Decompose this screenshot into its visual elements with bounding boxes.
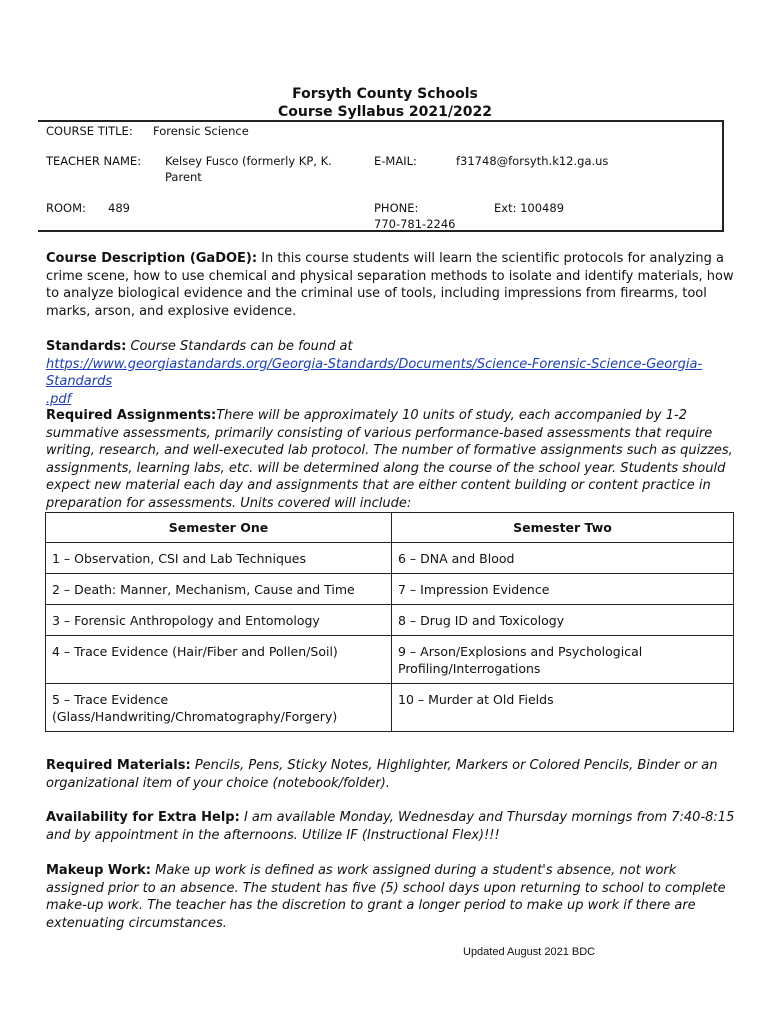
room-value: 489 bbox=[108, 201, 130, 215]
table-cell: 7 – Impression Evidence bbox=[392, 574, 734, 605]
phone-extension: Ext: 100489 bbox=[494, 201, 565, 215]
phone-value: 770-781-2246 bbox=[374, 217, 456, 231]
course-description-text: In this course students will learn the scientific protocols for analyzing a crime scene, how to use chemical and physical separation methods to isolate and identify materials, how to analyze biological evidence and the criminal use of tools, including impressions from firearms, tool marks, arson, and explosive evidence. bbox=[46, 251, 734, 319]
updated-footer: Updated August 2021 BDC bbox=[463, 946, 596, 958]
standards-section bbox=[46, 338, 736, 408]
school-name-heading: Forsyth County Schools bbox=[292, 86, 478, 102]
required-materials-text: Pencils, Pens, Sticky Notes, Highlighter, Markers or Colored Pencils, Binder or an organizational item of your choice (notebook/folder). bbox=[46, 758, 718, 791]
standards-link-line1[interactable]: https://www.georgiastandards.org/Georgia-Standards/Documents/Science-Forensic-Science-Georgia-Standards bbox=[46, 356, 703, 389]
table-cell: 9 – Arson/Explosions and Psychological Profiling/Interrogations bbox=[392, 636, 734, 684]
standards-text: Course Standards can be found at bbox=[130, 339, 353, 354]
room-label: ROOM: bbox=[46, 201, 86, 215]
course-description bbox=[46, 250, 736, 320]
table-row bbox=[46, 636, 734, 684]
teacher-name-value-line1: Kelsey Fusco (formerly KP, K. bbox=[165, 154, 332, 168]
table-cell: 1 – Observation, CSI and Lab Techniques bbox=[46, 543, 392, 574]
phone-label: PHONE: bbox=[374, 201, 419, 215]
course-description-label: Course Description (GaDOE): bbox=[46, 251, 258, 266]
table-row bbox=[46, 684, 734, 732]
units-table bbox=[45, 512, 734, 732]
makeup-work-label: Makeup Work: bbox=[46, 863, 151, 878]
extra-help bbox=[46, 809, 736, 844]
table-row bbox=[46, 543, 734, 574]
required-materials-label: Required Materials: bbox=[46, 758, 191, 773]
table-row bbox=[46, 605, 734, 636]
standards-link-line2[interactable]: .pdf bbox=[46, 391, 72, 407]
makeup-work-text: Make up work is defined as work assigned during a student's absence, not work assigned prior to an absence. The student has five (5) school days upon returning to school to complete make-up work. The teacher has the discretion to grant a longer period to make up work if there are extenuating circumstances. bbox=[46, 863, 726, 931]
units-table-header-row bbox=[46, 513, 734, 543]
table-cell: 2 – Death: Manner, Mechanism, Cause and Time bbox=[46, 574, 392, 605]
table-cell: 4 – Trace Evidence (Hair/Fiber and Pollen/Soil) bbox=[46, 636, 392, 684]
teacher-name-value-line2: Parent bbox=[165, 170, 202, 184]
table-cell: 6 – DNA and Blood bbox=[392, 543, 734, 574]
email-value[interactable]: f31748@forsyth.k12.ga.us bbox=[456, 154, 609, 168]
syllabus-title-heading: Course Syllabus 2021/2022 bbox=[278, 104, 492, 120]
teacher-name-label: TEACHER NAME: bbox=[46, 154, 142, 168]
table-row bbox=[46, 574, 734, 605]
semester-one-header: Semester One bbox=[46, 513, 392, 543]
required-assignments bbox=[46, 407, 736, 512]
extra-help-text: I am available Monday, Wednesday and Thursday mornings from 7:40-8:15 and by appointment in the afternoons. Utilize IF (Instructional Flex)!!! bbox=[46, 810, 735, 843]
course-title-value: Forensic Science bbox=[153, 124, 249, 138]
email-label: E-MAIL: bbox=[374, 154, 417, 168]
required-assignments-text: There will be approximately 10 units of study, each accompanied by 1-2 summative assessments, primarily consisting of various performance-based assessments that require writing, research, and well-executed lab protocol. The number of formative assignments such as quizzes, assignments, learning labs, etc. will be determined along the course of the school year. Students should expect new material each day and assignments that are either content building or content practice in preparation for assessments. Units covered will include: bbox=[46, 408, 733, 511]
table-cell: 10 – Murder at Old Fields bbox=[392, 684, 734, 732]
semester-two-header: Semester Two bbox=[392, 513, 734, 543]
table-cell: 3 – Forensic Anthropology and Entomology bbox=[46, 605, 392, 636]
required-materials bbox=[46, 757, 736, 792]
extra-help-label: Availability for Extra Help: bbox=[46, 810, 240, 825]
makeup-work bbox=[46, 862, 736, 932]
standards-label: Standards: bbox=[46, 339, 127, 354]
required-assignments-label: Required Assignments: bbox=[46, 408, 217, 423]
table-cell: 5 – Trace Evidence (Glass/Handwriting/Chromatography/Forgery) bbox=[46, 684, 392, 732]
course-title-label: COURSE TITLE: bbox=[46, 124, 133, 138]
table-cell: 8 – Drug ID and Toxicology bbox=[392, 605, 734, 636]
